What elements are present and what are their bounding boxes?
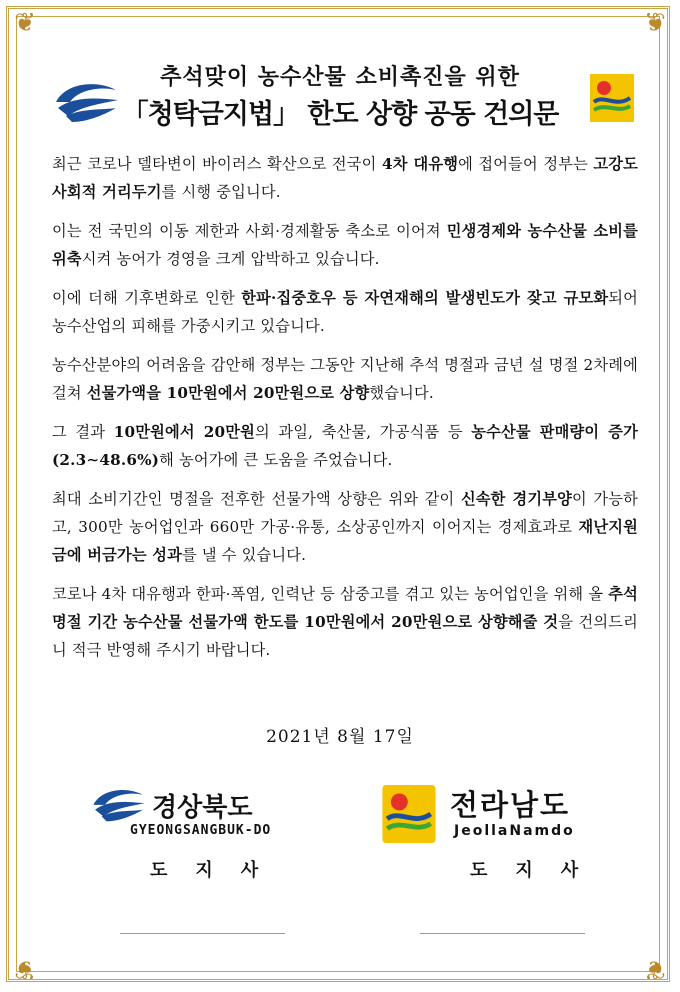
body-paragraph: 농수산분야의 어려움을 감안해 정부는 그동안 지난해 추석 명절과 금년 설 명절 2차례에 걸쳐 선물가액을 10만원에서 20만원으로 상향했습니다. <box>52 356 638 402</box>
body-paragraph: 최대 소비기간인 명절을 전후한 선물가액 상향은 위와 같이 신속한 경기부양이 가능하고, 300만 농어업인과 660만 가공·유통, 소상공인까지 이어지는 경제효과로 재난지원금에 버금가는 성과를 낼 수 있습니다. <box>52 490 638 564</box>
jeonnam-name: 전라남도 <box>450 788 571 822</box>
document-title: 「청탁금지법」 한도 상향 공동 건의문 <box>121 99 559 130</box>
gyeongbuk-governor-title: 도지사 <box>150 860 287 881</box>
emphasis-text: 10만원에서 20만원 <box>113 423 255 441</box>
title-line-1: 추석맞이 농수산물 소비촉진을 위한 <box>160 64 520 90</box>
emphasis-text: 고강도 사회적 거리두기 <box>52 155 638 201</box>
gyeongbuk-signature-line <box>120 933 285 934</box>
corner-ornament-icon: ❦ <box>14 8 36 38</box>
gyeongbuk-name-en: GYEONGSANGBUK-DO <box>130 823 272 838</box>
body-paragraph: 최근 코로나 델타변이 바이러스 확산으로 전국이 4차 대유행에 접어들어 정부는 고강도 사회적 거리두기를 시행 중입니다. <box>52 155 638 201</box>
emphasis-text: 한파·집중호우 등 자연재해의 발생빈도가 잦고 규모화 <box>241 289 609 307</box>
document-body <box>52 150 638 675</box>
corner-ornament-icon: ❦ <box>644 954 666 984</box>
jeonnam-signature-line <box>420 933 585 934</box>
jeonnam-governor-title: 도지사 <box>470 860 607 881</box>
body-paragraph: 코로나 4차 대유행과 한파·폭염, 인력난 등 삼중고를 겪고 있는 농어업인을 위해 올 추석명절 기간 농수산물 선물가액 한도를 10만원에서 20만원으로 상향해줄 것을 건의드리니 적극 반영해 주시기 바랍니다. <box>52 585 638 659</box>
body-paragraph: 이는 전 국민의 이동 제한과 사회·경제활동 축소로 이어져 민생경제와 농수산물 소비를 위축시켜 농어가 경영을 크게 압박하고 있습니다. <box>52 222 638 268</box>
gyeongbuk-name: 경상북도 <box>152 793 253 823</box>
body-paragraph: 이에 더해 기후변화로 인한 한파·집중호우 등 자연재해의 발생빈도가 잦고 규모화되어 농수산업의 피해를 가중시키고 있습니다. <box>52 289 638 335</box>
emphasis-text: 민생경제와 농수산물 소비를 위축 <box>52 222 638 268</box>
gyeongbuk-logo-icon <box>90 785 148 823</box>
corner-ornament-icon: ❦ <box>14 954 36 984</box>
corner-ornament-icon: ❦ <box>644 8 666 38</box>
emphasis-text: 재난지원금에 버금가는 성과 <box>52 518 638 564</box>
document-header <box>40 60 640 140</box>
emphasis-text: 농수산물 판매량이 증가(2.3∼48.6%) <box>52 423 638 469</box>
body-paragraph: 그 결과 10만원에서 20만원의 과일, 축산물, 가공식품 등 농수산물 판매량이 증가(2.3∼48.6%)해 농어가에 큰 도움을 주었습니다. <box>52 423 638 469</box>
emphasis-text: 추석명절 기간 농수산물 선물가액 한도를 10만원에서 20만원으로 상향해줄 것 <box>52 585 638 631</box>
emphasis-text: 선물가액을 10만원에서 20만원으로 상향 <box>86 384 370 402</box>
document-date: 2021년 8월 17일 <box>266 727 414 747</box>
emphasis-text: 4차 대유행 <box>381 155 459 173</box>
jeonnam-logo-icon <box>380 785 438 843</box>
jeonnam-emblem-icon <box>590 74 634 122</box>
emphasis-text: 신속한 경기부양 <box>460 490 572 508</box>
jeonnam-name-en: JeollaNamdo <box>454 823 575 839</box>
